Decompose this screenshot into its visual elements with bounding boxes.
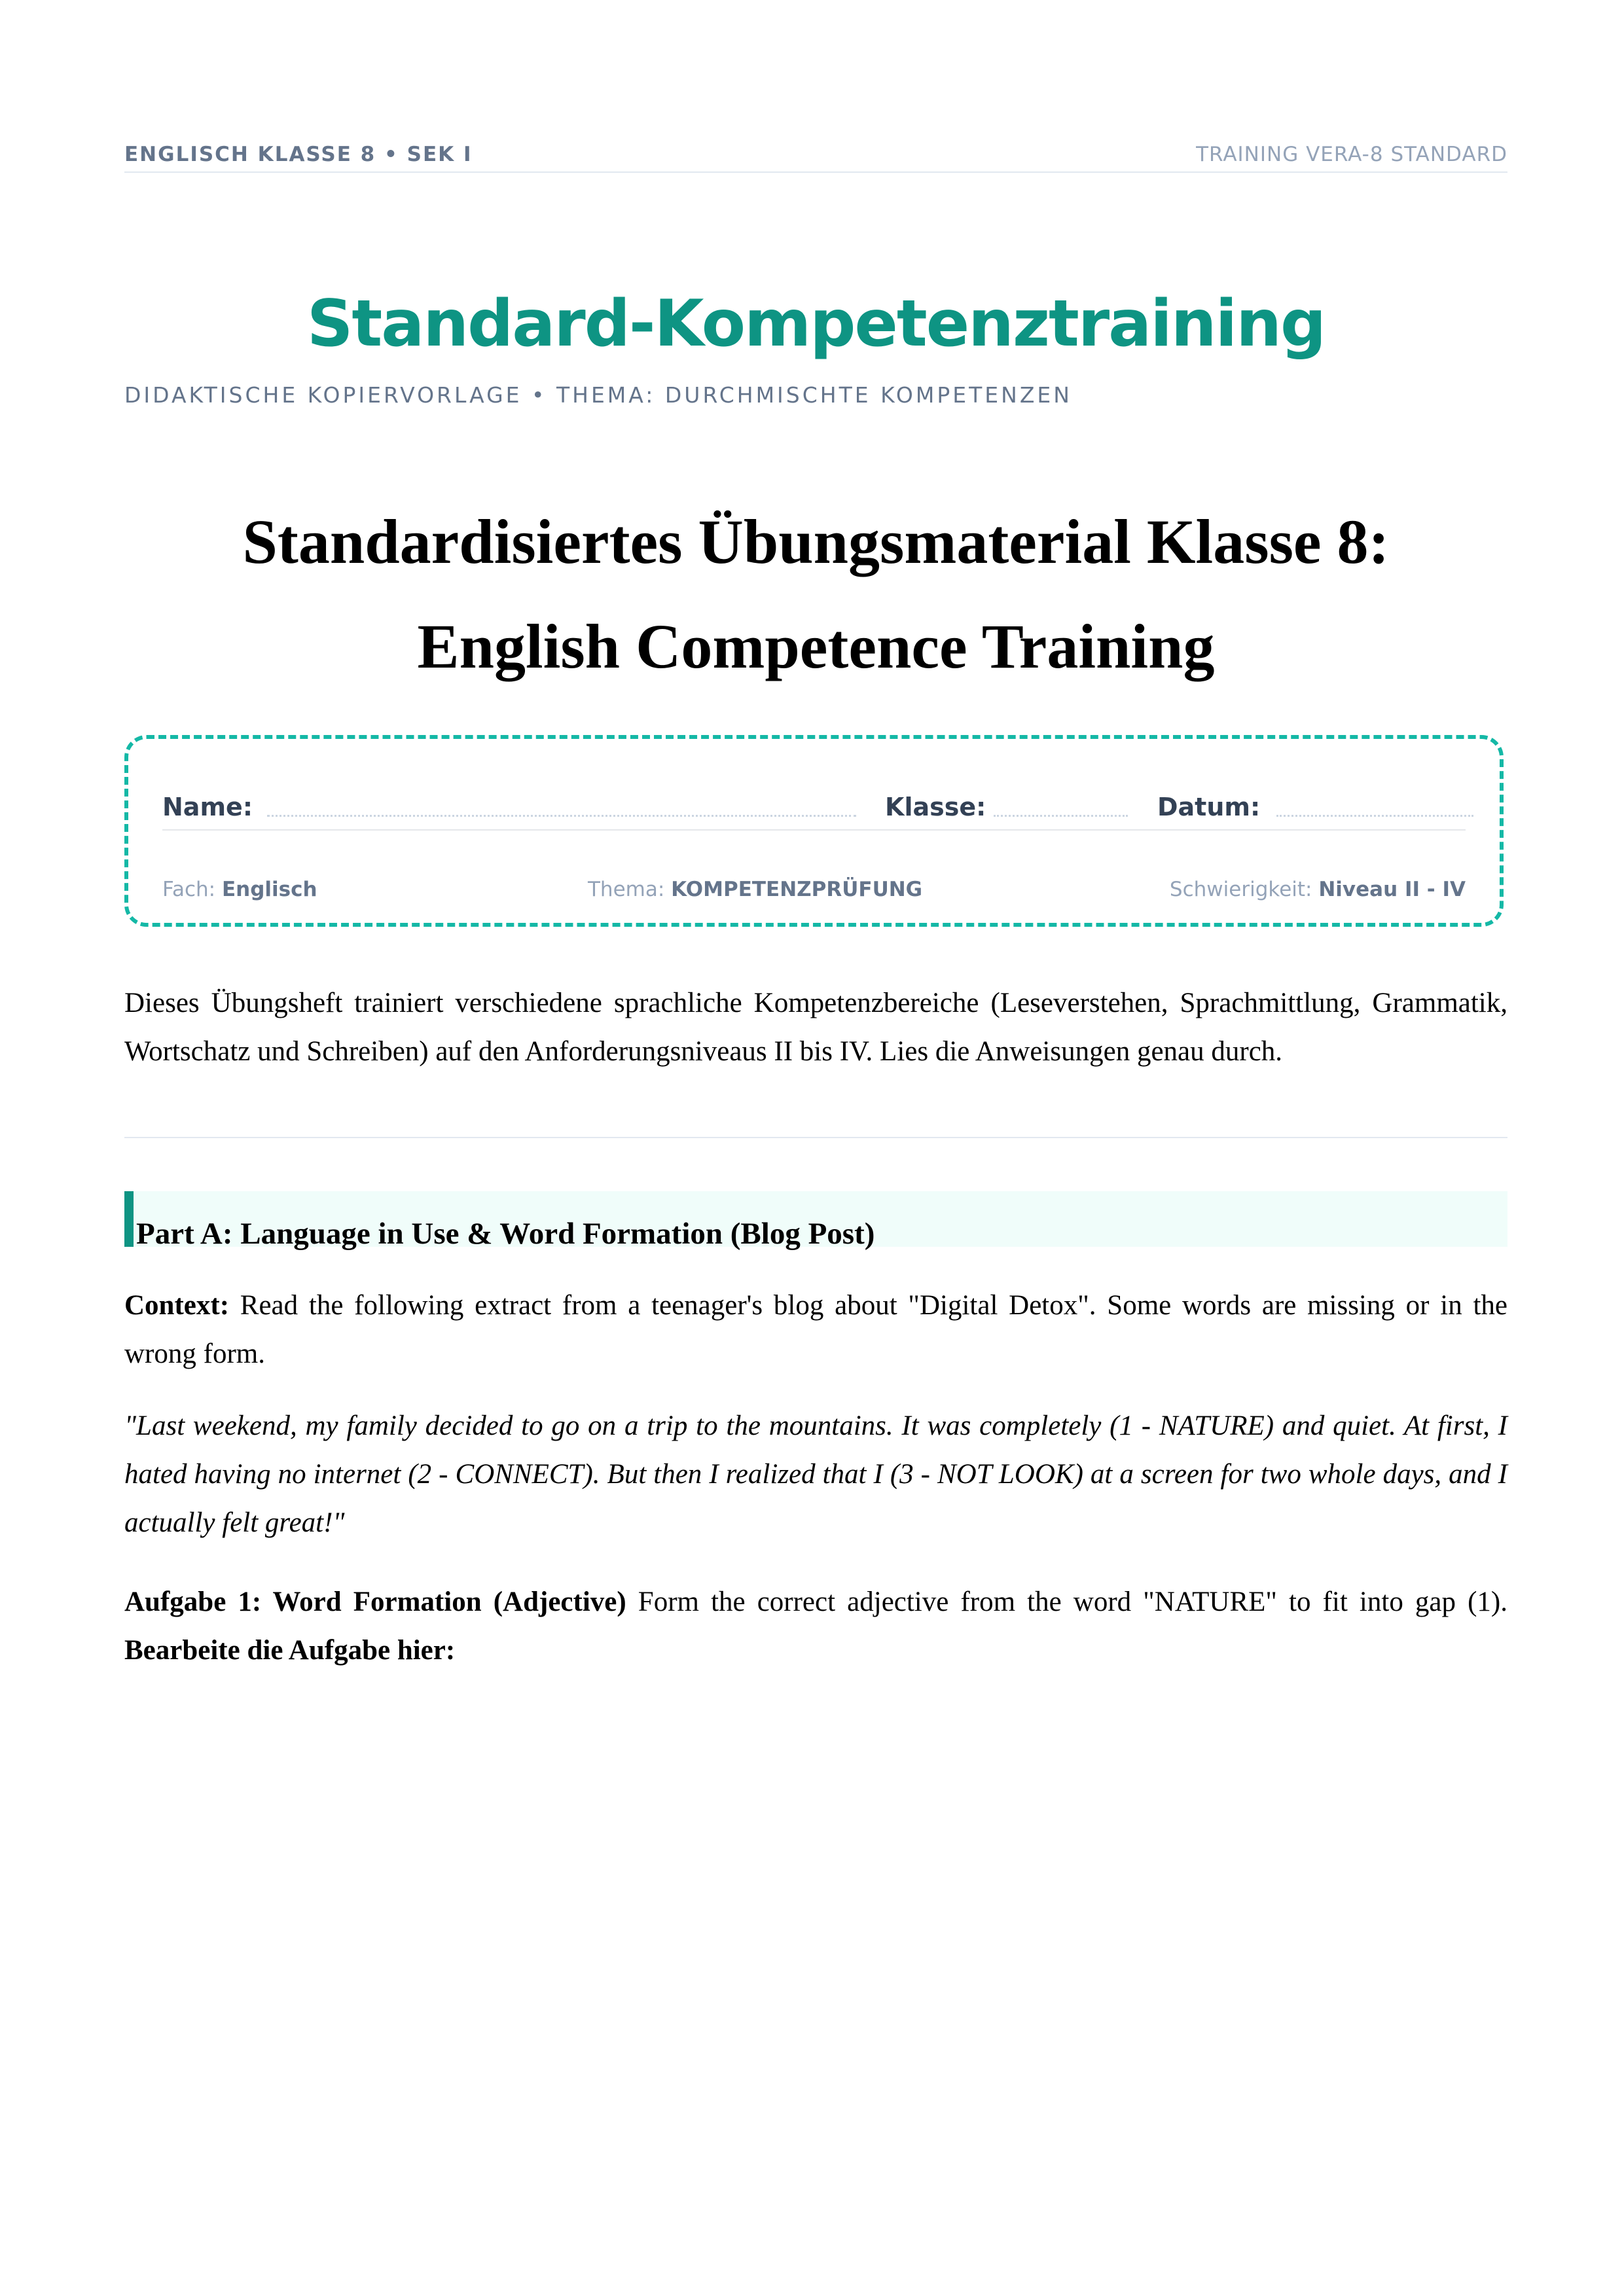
section-title-part-a: Part A: Language in Use & Word Formation (Blog Post) [136,1217,875,1251]
section-accent-bar [124,1191,134,1247]
topic-meta [588,878,922,901]
brand-subtitle: DIDAKTISCHE KOPIERVORLAGE • THEMA: DURCHMISCHTE KOMPETENZEN [124,382,1072,408]
document-title [124,490,1507,699]
class-field[interactable] [994,815,1128,817]
name-label: Name: [162,793,253,821]
context-label: Context: [124,1290,230,1321]
task-1-prompt: Bearbeite die Aufgabe hier: [124,1635,456,1666]
subject-value: Englisch [221,878,317,901]
running-header-left: ENGLISCH KLASSE 8 • SEK I [124,143,473,166]
topic-value: KOMPETENZPRÜFUNG [671,878,923,901]
topic-label: Thema: [588,878,665,901]
date-field[interactable] [1276,815,1473,817]
document-title-line2: English Competence Training [417,611,1215,681]
running-header-right: TRAINING VERA-8 STANDARD [1196,143,1507,166]
task-1 [124,1578,1507,1675]
student-fields-row [162,793,1466,831]
meta-row [162,878,1466,904]
difficulty-label: Schwierigkeit: [1169,878,1312,901]
date-label: Datum: [1157,793,1261,821]
difficulty-value: Niveau II - IV [1318,878,1466,901]
blog-quote: "Last weekend, my family decided to go on a trip to the mountains. It was completely (1 - NATURE) and quiet. At first, I hated having no internet (2 - CONNECT). But then I realized that I (3 - NOT LOOK) at a screen for two whole days, and I actually felt great!" [124,1410,1507,1538]
name-field[interactable] [267,815,856,817]
intro-paragraph: Dieses Übungsheft trainiert verschiedene sprachliche Kompetenzbereiche (Leseverstehen, Sprachmittlung, Grammatik, Wortschatz und Schreiben) auf den Anforderungsniveaus II bis IV. Lies die Anweisungen genau durch. [124,988,1507,1067]
context-paragraph [124,1282,1507,1378]
brand-title: Standard-Kompetenztraining [306,287,1326,361]
difficulty-meta [1170,878,1466,901]
running-header [124,143,1507,173]
subject-meta [162,878,317,901]
subject-label: Fach: [162,878,216,901]
student-info-box [124,735,1504,927]
task-1-label: Aufgabe 1: Word Formation (Adjective) [124,1587,626,1617]
class-label: Klasse: [885,793,986,821]
document-title-line1: Standardisiertes Übungsmaterial Klasse 8: [242,507,1390,577]
task-1-text: Form the correct adjective from the word "NATURE" to fit into gap (1). [626,1587,1508,1617]
divider [124,1137,1507,1138]
context-text: Read the following extract from a teenager's blog about "Digital Detox". Some words are missing or in the wrong form. [124,1290,1507,1369]
